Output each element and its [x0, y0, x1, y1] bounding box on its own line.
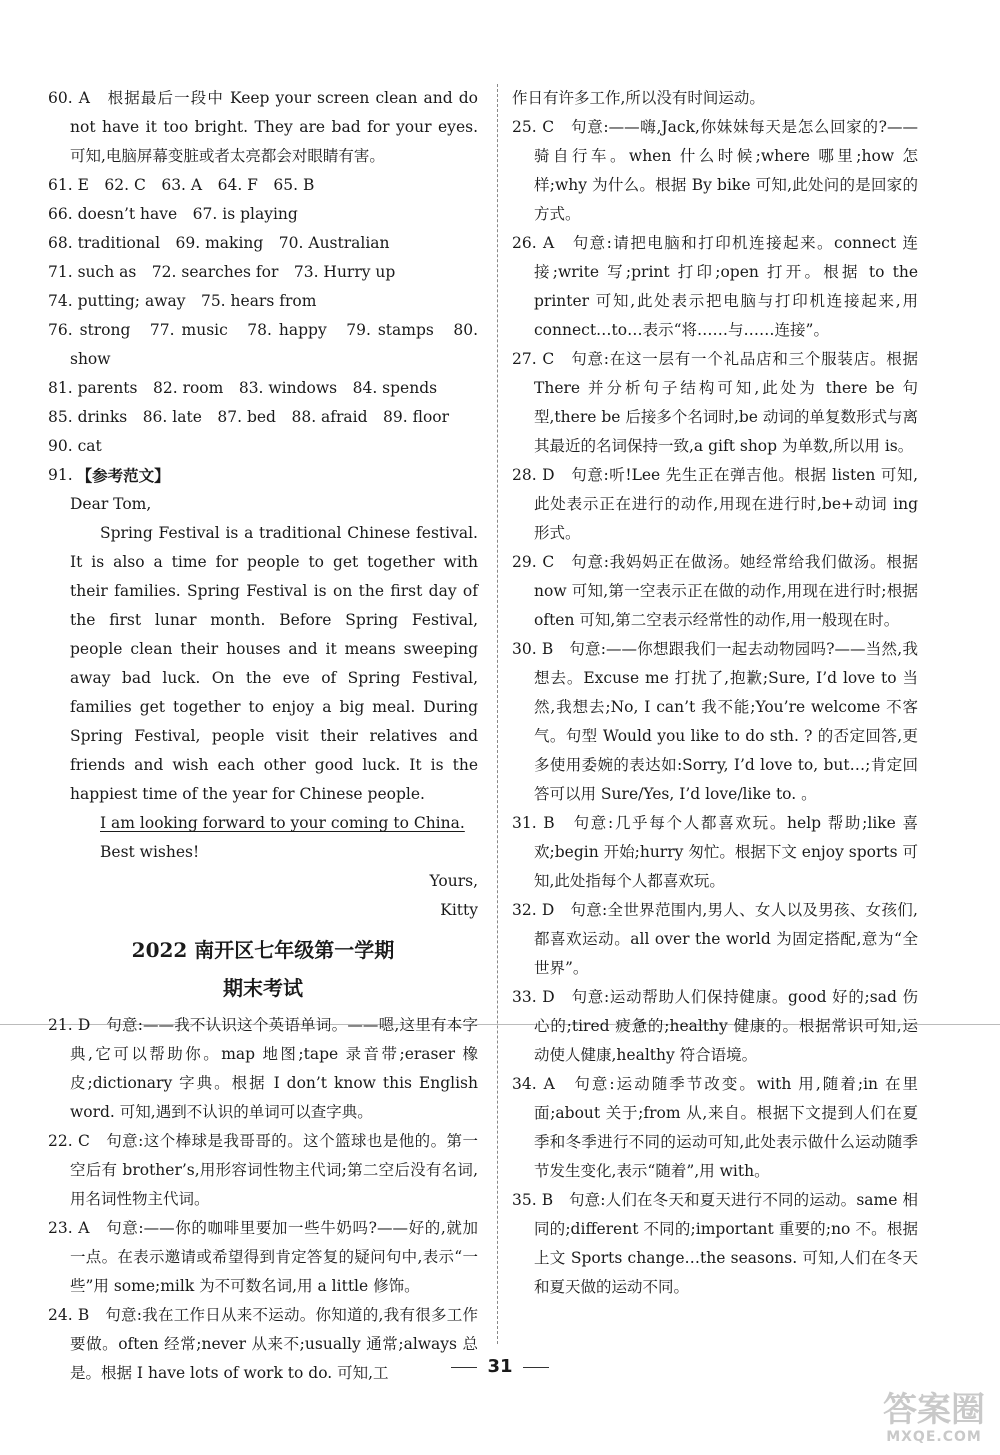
essay-sign-off: Yours,: [429, 872, 478, 890]
answer-35: 35. B 句意:人们在冬天和夏天进行不同的运动。same 相同的;different 不同的;important 重要的;no 不。根据上文 Sports change…the seasons. 可知,人们在冬天和夏天做的运动不同。: [512, 1191, 918, 1296]
answer-26: 26. A 句意:请把电脑和打印机连接起来。connect 连接;write 写;print 打印;open 打开。根据 to the printer 可知,此处表示把电脑与打印机连接起来,用 connect…to…表示“将……与……连接”。: [512, 234, 918, 339]
page-number-dash-left: [451, 1367, 477, 1368]
page-number-dash-right: [523, 1367, 549, 1368]
watermark-logo: [874, 1391, 994, 1451]
answer-30: 30. B 句意:——你想跟我们一起去动物园吗?——当然,我想去。Excuse me 打扰了,抱歉;Sure, I’d love to 当然,我想去;No, I can’t 我不能;You’re welcome 不客气。句型 Would you like to do sth. ? 的否定回答,更多使用委婉的表达如:Sorry, I’d love to, but…;肯定回答可以用 Sure/Yes, I’d love/like to. 。: [512, 640, 918, 803]
essay-body: Spring Festival is a traditional Chinese festival. It is also a time for people to get together with their families. Spring Festival is on the first day of the first lunar month. Before Spring Festival, people clean their houses and it means sweeping away bad luck. On the eve of Spring Festival, families get together to enjoy a big meal. During Spring Festival, people visit their relatives and friends and wish each other good luck. It is the happiest time of the year for Chinese people.: [70, 524, 478, 803]
essay-signature: Kitty: [440, 901, 478, 919]
answer-81-84: 81. parents 82. room 83. windows 84. spends: [48, 379, 438, 397]
answer-22: 22. C 句意:这个棒球是我哥哥的。这个篮球也是他的。第一空后有 brother’s,用形容词性物主代词;第二空后没有名词,用名词性物主代词。: [48, 1132, 478, 1208]
answer-28: 28. D 句意:听!Lee 先生正在弹吉他。根据 listen 可知,此处表示正在进行的动作,用现在进行时,be+动词 ing 形式。: [512, 466, 918, 542]
answer-24: 24. B 句意:我在工作日从来不运动。你知道的,我有很多工作要做。often 经常;never 从来不;usually 通常;always 总是。根据 I have lots of work to do. 可知,工: [48, 1306, 478, 1382]
answer-61-65: 61. E 62. C 63. A 64. F 65. B: [48, 176, 315, 194]
essay-greeting: Dear Tom,: [70, 495, 152, 513]
exam-title-line1: 2022 南开区七年级第一学期: [131, 938, 395, 962]
exam-title-line2: 期末考试: [223, 976, 303, 1000]
answer-33: 33. D 句意:运动帮助人们保持健康。good 好的;sad 伤心的;tired 疲惫的;healthy 健康的。根据常识可知,运动使人健康,healthy 符合语境。: [512, 988, 918, 1064]
left-column: [48, 84, 478, 1388]
watermark-logo-text: 答案圈: [883, 1390, 985, 1430]
answer-60: 60. A 根据最后一段中 Keep your screen clean and do not have it too bright. They are bad for your eyes. 可知,电脑屏幕变脏或者太亮都会对眼睛有害。: [48, 89, 478, 165]
watermark-url: MXQE.COM: [886, 1429, 982, 1445]
essay-closing-text: I am looking forward to your coming to China.: [100, 814, 465, 832]
page-number: [0, 1356, 1000, 1377]
essay-number: 91.: [48, 466, 73, 484]
essay-label: 【参考范文】: [76, 466, 170, 485]
answer-21: 21. D 句意:——我不认识这个英语单词。——嗯,这里有本字典,它可以帮助你。map 地图;tape 录音带;eraser 橡皮;dictionary 字典。根据 I don’t know this English word. 可知,遇到不认识的单词可以查字典。: [48, 1016, 478, 1121]
answer-74-75: 74. putting; away 75. hears from: [48, 292, 317, 310]
answer-24-continuation: 作日有许多工作,所以没有时间运动。: [512, 89, 765, 107]
answer-34: 34. A 句意:运动随季节改变。with 用,随着;in 在里面;about 关于;from 从,来自。根据下文提到人们在夏季和冬季进行不同的运动可知,此处表示做什么运动随季节发生变化,表示“随着”,用 with。: [512, 1075, 918, 1180]
answer-85-89: 85. drinks 86. late 87. bed 88. afraid 89. floor: [48, 408, 450, 426]
answer-31: 31. B 句意:几乎每个人都喜欢玩。help 帮助;like 喜欢;begin 开始;hurry 匆忙。根据下文 enjoy sports 可知,此处指每个人都喜欢玩。: [512, 814, 918, 890]
answer-25: 25. C 句意:——嗨,Jack,你妹妹每天是怎么回家的?——骑自行车。when 什么时候;where 哪里;how 怎样;why 为什么。根据 By bike 可知,此处问的是回家的方式。: [512, 118, 918, 223]
answer-68-70: 68. traditional 69. making 70. Australian: [48, 234, 390, 252]
essay-closing-line: [48, 809, 478, 838]
essay-wishes: Best wishes!: [100, 843, 200, 861]
column-divider: [497, 84, 498, 1344]
right-column: [512, 84, 918, 1302]
answer-90: 90. cat: [48, 437, 102, 455]
answer-27: 27. C 句意:在这一层有一个礼品店和三个服装店。根据 There 并分析句子结构可知,此处为 there be 句型,there be 后接多个名词时,be 动词的单复数形式与离其最近的名词保持一致,a gift shop 为单数,所以用 is。: [512, 350, 918, 455]
essay-header: [48, 461, 478, 490]
answer-23: 23. A 句意:——你的咖啡里要加一些牛奶吗?——好的,就加一点。在表示邀请或希望得到肯定答复的疑问句中,表示“一些”用 some;milk 为不可数名词,用 a little 修饰。: [48, 1219, 478, 1295]
answer-66-67: 66. doesn’t have 67. is playing: [48, 205, 298, 223]
exam-title: [48, 931, 478, 1007]
answer-76-80: 76. strong 77. music 78. happy 79. stamps 80. show: [48, 321, 478, 368]
answer-32: 32. D 句意:全世界范围内,男人、女人以及男孩、女孩们,都喜欢运动。all over the world 为固定搭配,意为“全世界”。: [512, 901, 918, 977]
answer-29: 29. C 句意:我妈妈正在做汤。她经常给我们做汤。根据 now 可知,第一空表示正在做的动作,用现在进行时;根据 often 可知,第二空表示经常性的动作,用一般现在时。: [512, 553, 918, 629]
answer-71-73: 71. such as 72. searches for 73. Hurry up: [48, 263, 396, 281]
page-number-text: 31: [487, 1356, 513, 1377]
